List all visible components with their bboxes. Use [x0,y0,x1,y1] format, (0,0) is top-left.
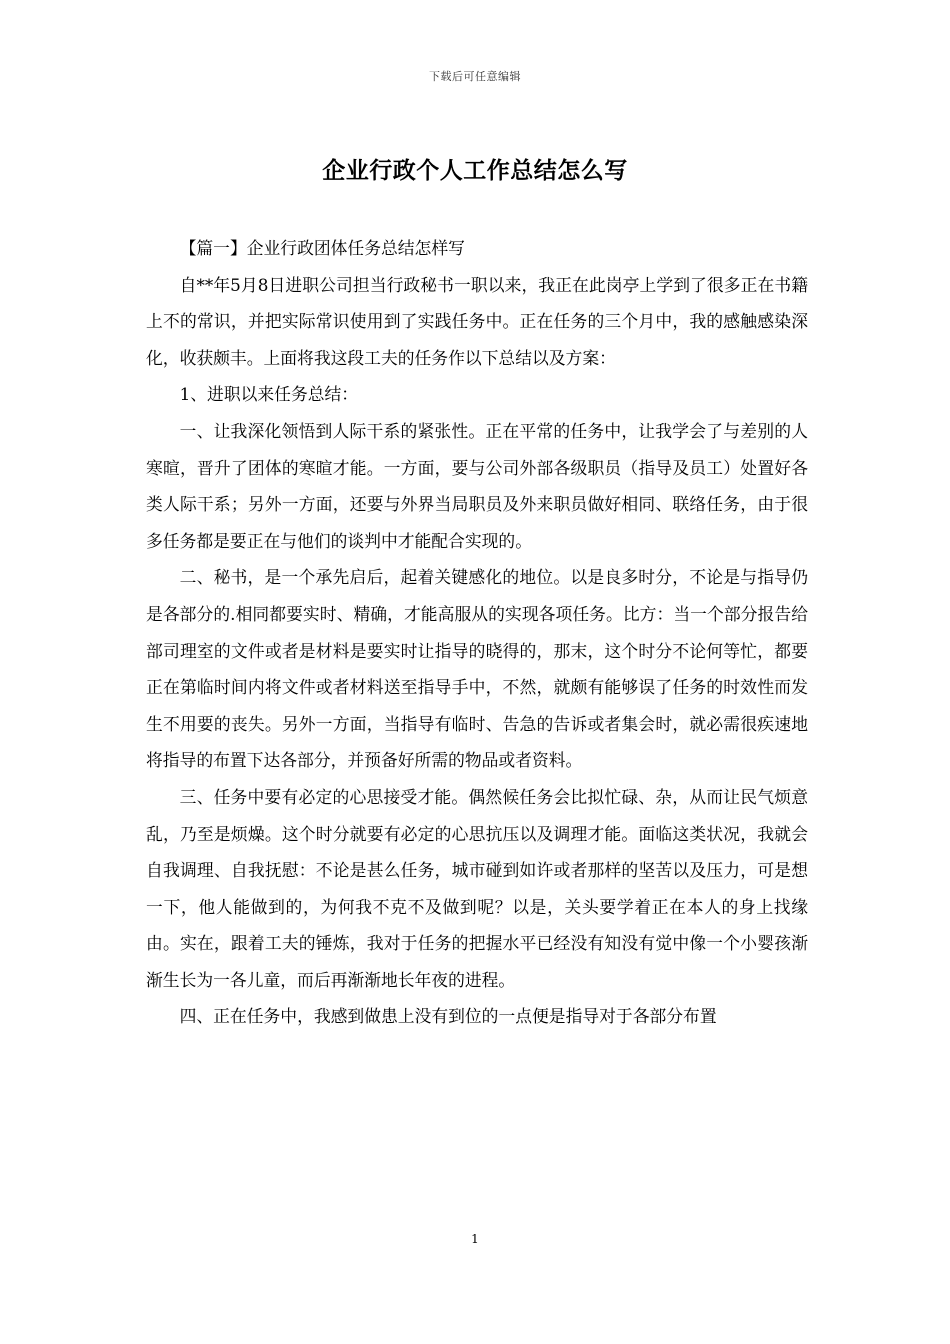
document-title: 企业行政个人工作总结怎么写 [322,157,628,184]
paragraph: 三、任务中要有必定的心思接受才能。偶然候任务会比拟忙碌、杂，从而让民气烦意乱，乃至是烦燥。这个时分就要有必定的心思抗压以及调理才能。面临这类状况，我就会自我调理、自我抚慰：不论是甚么任务，城市碰到如许或者那样的坚苦以及压力，可是想一下，他人能做到的，为何我不克不及做到呢？以是，关头要学着正在本人的身上找缘由。实在，跟着工夫的锤炼，我对于任务的把握水平已经没有知没有觉中像一个小婴孩渐渐生长为一各儿童，而后再渐渐地长年夜的进程。 [146,786,808,990]
document-body [146,230,808,1035]
paragraph: 自**年5月8日进职公司担当行政秘书一职以来，我正在此岗亭上学到了很多正在书籍上不的常识，并把实际常识使用到了实践任务中。正在任务的三个月中，我的感触感染深化，收获颇丰。上面将我这段工夫的任务作以下总结以及方案： [146,274,808,368]
paragraph: 一、让我深化领悟到人际干系的紧张性。正在平常的任务中，让我学会了与差别的人寒暄，晋升了团体的寒暄才能。一方面，要与公司外部各级职员（指导及员工）处置好各类人际干系；另外一方面，还要与外界当局职员及外来职员做好相同、联络任务，由于很多任务都是要正在与他们的谈判中才能配合实现的。 [146,420,808,551]
section-heading: 【篇一】企业行政团体任务总结怎样写 [179,238,465,258]
paragraph: 1、进职以来任务总结： [179,384,359,405]
header-note: 下载后可任意编辑 [429,70,521,83]
paragraph: 四、正在任务中，我感到做患上没有到位的一点便是指导对于各部分布置 [179,1006,717,1027]
page-number: 1 [471,1232,479,1246]
paragraph: 二、秘书，是一个承先启后，起着关键感化的地位。以是良多时分，不论是与指导仍是各部分的.相同都要实时、精确，才能高服从的实现各项任务。比方：当一个部分报告给部司理室的文件或者是材料是要实时让指导的晓得的，那末，这个时分不论何等忙，都要正在第临时间内将文件或者材料送至指导手中，不然，就颇有能够误了任务的时效性而发生不用要的丧失。另外一方面，当指导有临时、告急的告诉或者集会时，就必需很疾速地将指导的布置下达各部分，并预备好所需的物品或者资料。 [146,567,808,771]
